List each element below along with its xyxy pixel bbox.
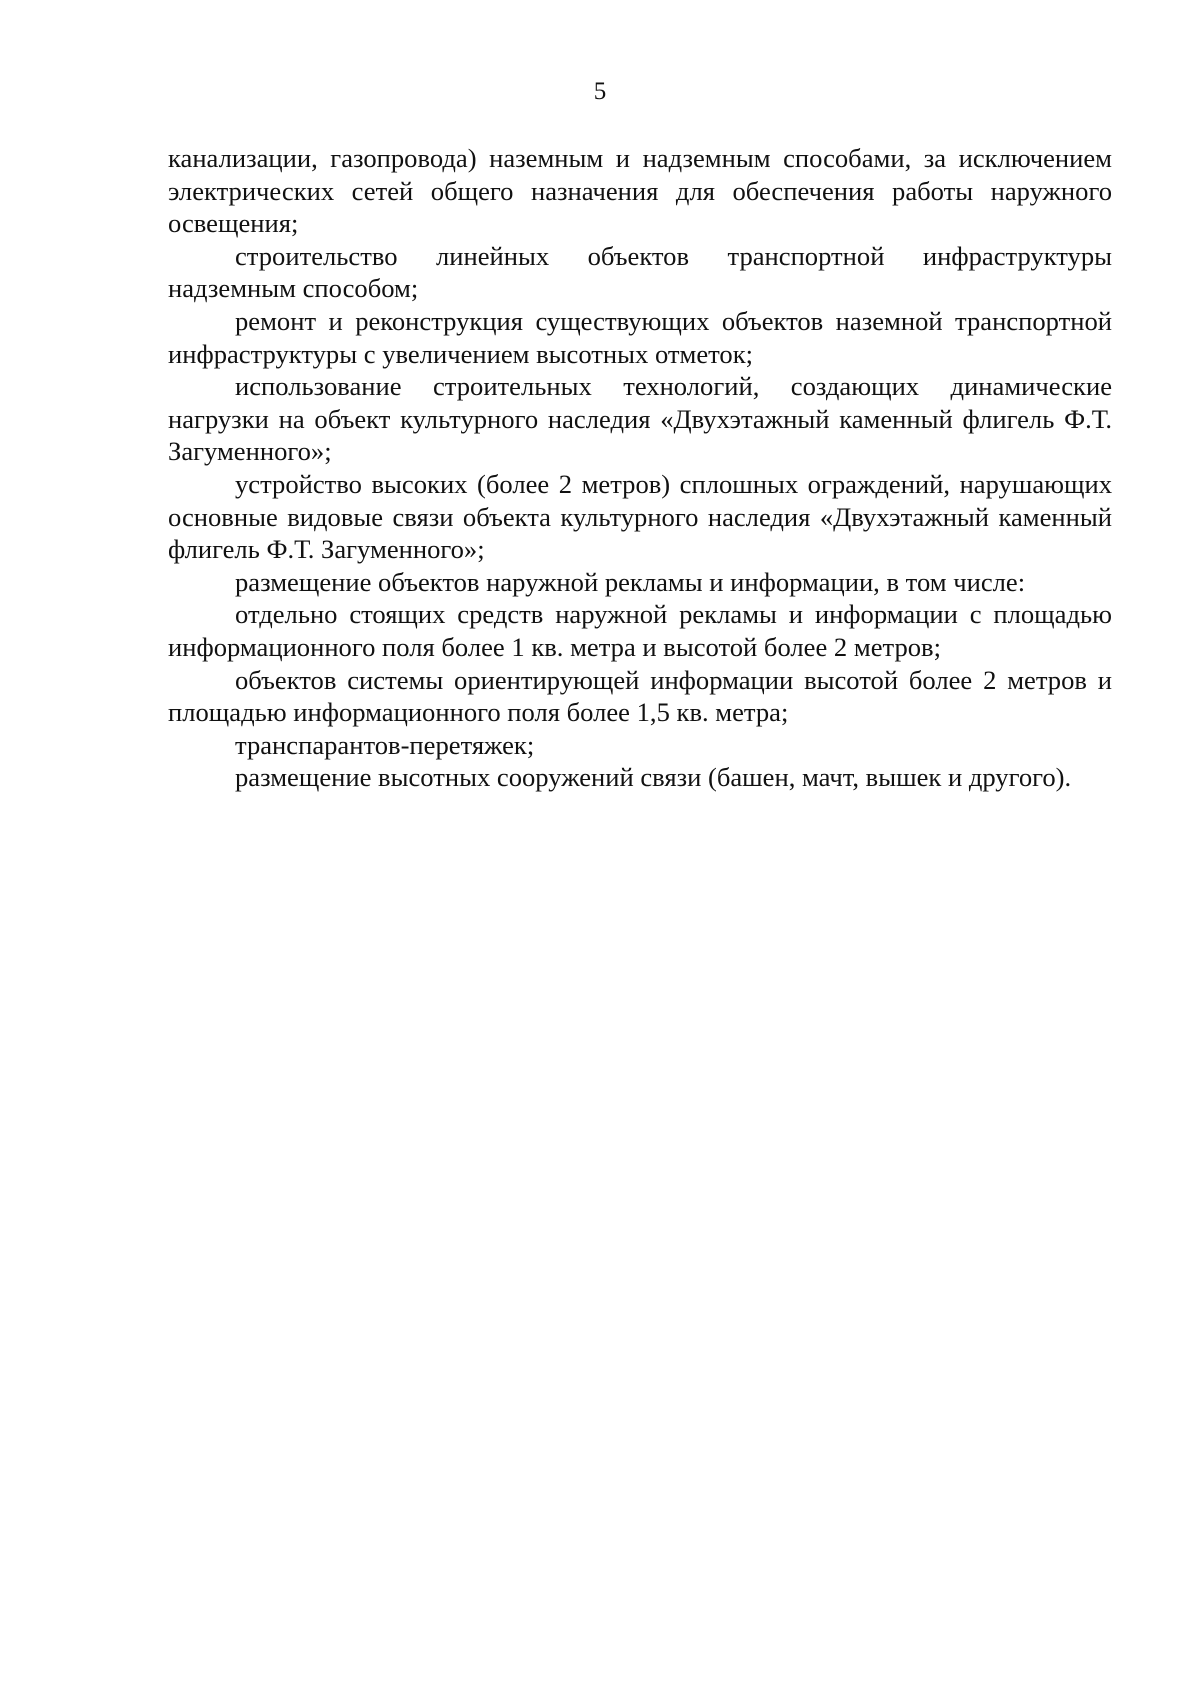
paragraph-banners: транспарантов-перетяжек; — [235, 729, 535, 760]
paragraph-high-fences: устройство высоких (более 2 метров) сплошных ограждений, нарушающих основные видовые связи объекта культурного наследия «Двухэтажный каменный флигель Ф.Т. Загуменного»; — [168, 468, 1112, 565]
paragraph-repair-reconstruction: ремонт и реконструкция существующих объектов наземной транспортной инфраструктуры с увеличением высотных отметок; — [168, 305, 1112, 369]
paragraph-linear-objects: строительство линейных объектов транспортной инфраструктуры надземным способом; — [168, 240, 1112, 304]
paragraph-orientation-info: объектов системы ориентирующей информации высотой более 2 метров и площадью информационного поля более 1,5 кв. метра; — [168, 664, 1112, 728]
paragraph-construction-technologies: использование строительных технологий, создающих динамические нагрузки на объект культурного наследия «Двухэтажный каменный флигель Ф.Т. Загуменного»; — [168, 371, 1112, 467]
document-body — [168, 142, 1112, 794]
paragraph-communication-towers: размещение высотных сооружений связи (башен, мачт, вышек и другого). — [235, 762, 1072, 793]
page-number: 5 — [593, 78, 607, 105]
paragraph-advertising: размещение объектов наружной рекламы и информации, в том числе: — [235, 566, 1026, 597]
paragraph-standalone-ads: отдельно стоящих средств наружной рекламы и информации с площадью информационного поля более 1 кв. метра и высотой более 2 метров; — [168, 599, 1112, 662]
paragraph-continuation: канализации, газопровода) наземным и надземным способами, за исключением электрических сетей общего назначения для обеспечения работы наружного освещения; — [168, 143, 1112, 239]
